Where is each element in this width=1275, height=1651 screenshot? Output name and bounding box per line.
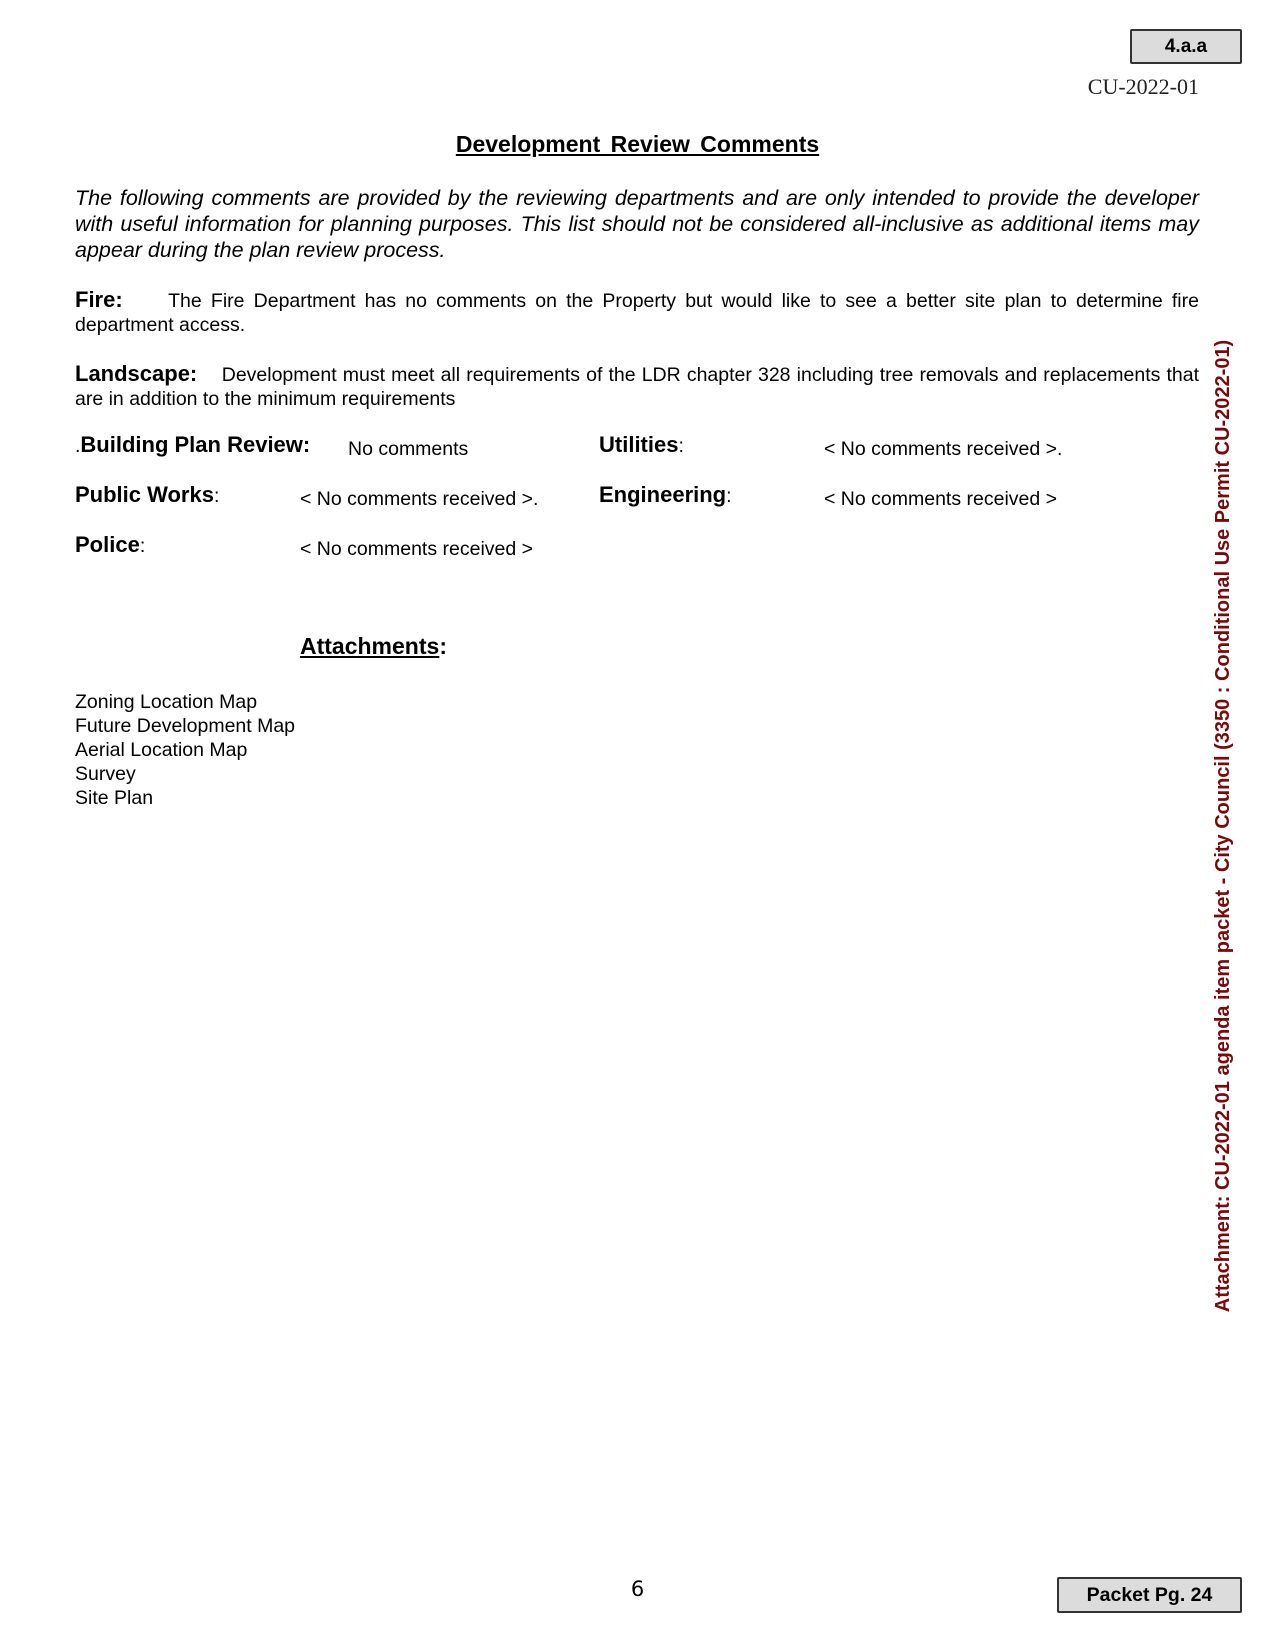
police-label-text: Police [75, 532, 140, 557]
list-item: Aerial Location Map [75, 739, 248, 761]
engineering-colon: : [726, 485, 732, 507]
public-works-label [75, 483, 219, 508]
landscape-label: Landscape: [75, 361, 198, 386]
building-review-label-text: Building Plan Review: [80, 432, 311, 457]
attachments-heading-text: Attachments [300, 633, 440, 659]
engineering-label-text: Engineering [599, 482, 727, 507]
list-item: Zoning Location Map [75, 691, 258, 713]
police-colon: : [139, 535, 146, 557]
engineering-comment: < No comments received > [824, 488, 1058, 510]
list-item: Site Plan [75, 787, 154, 809]
fire-comment: The Fire Department has no comments on the Property but would like to see a better site plan to determine fire department access. [75, 290, 1199, 336]
engineering-label [599, 483, 732, 508]
landscape-comment: Development must meet all requirements of the LDR chapter 328 including tree removals and replacements that are in addition to the minimum requirements [75, 364, 1200, 410]
agenda-item-badge: 4.a.a [1130, 29, 1242, 64]
public-works-colon: : [213, 485, 220, 507]
attachments-heading [300, 633, 447, 660]
packet-page-badge: Packet Pg. 24 [1057, 1577, 1242, 1613]
building-review-prefix: . [75, 435, 81, 457]
landscape-section [75, 362, 1199, 411]
building-review-comment: No comments [348, 438, 469, 460]
case-number: CU-2022-01 [1087, 74, 1199, 99]
attachments-list [75, 690, 295, 810]
page-number: 6 [630, 1577, 645, 1601]
list-item: Survey [75, 763, 136, 785]
public-works-label-text: Public Works [75, 482, 214, 507]
building-review-label [75, 433, 310, 458]
fire-section [75, 288, 1199, 337]
utilities-label [599, 433, 684, 458]
list-item: Future Development Map [75, 715, 296, 737]
utilities-label-text: Utilities [599, 432, 679, 457]
attachment-sidebar-label: Attachment: CU-2022-01 agenda item packet - City Council (3350 : Conditional Use Permit CU-2022-01) [1212, 339, 1234, 1313]
utilities-colon: : [678, 435, 684, 457]
intro-paragraph: The following comments are provided by the reviewing departments and are only intended to provide the developer with useful information for planning purposes. This list should not be considered all-inclusive as additional items may appear during the plan review process. [75, 186, 1199, 262]
police-label [75, 533, 145, 558]
attachments-colon: : [439, 633, 447, 659]
page-title: Development Review Comments [455, 131, 820, 157]
utilities-comment: < No comments received >. [824, 438, 1063, 460]
police-comment: < No comments received > [300, 538, 534, 560]
fire-label: Fire: [75, 287, 123, 312]
public-works-comment: < No comments received >. [300, 488, 539, 510]
